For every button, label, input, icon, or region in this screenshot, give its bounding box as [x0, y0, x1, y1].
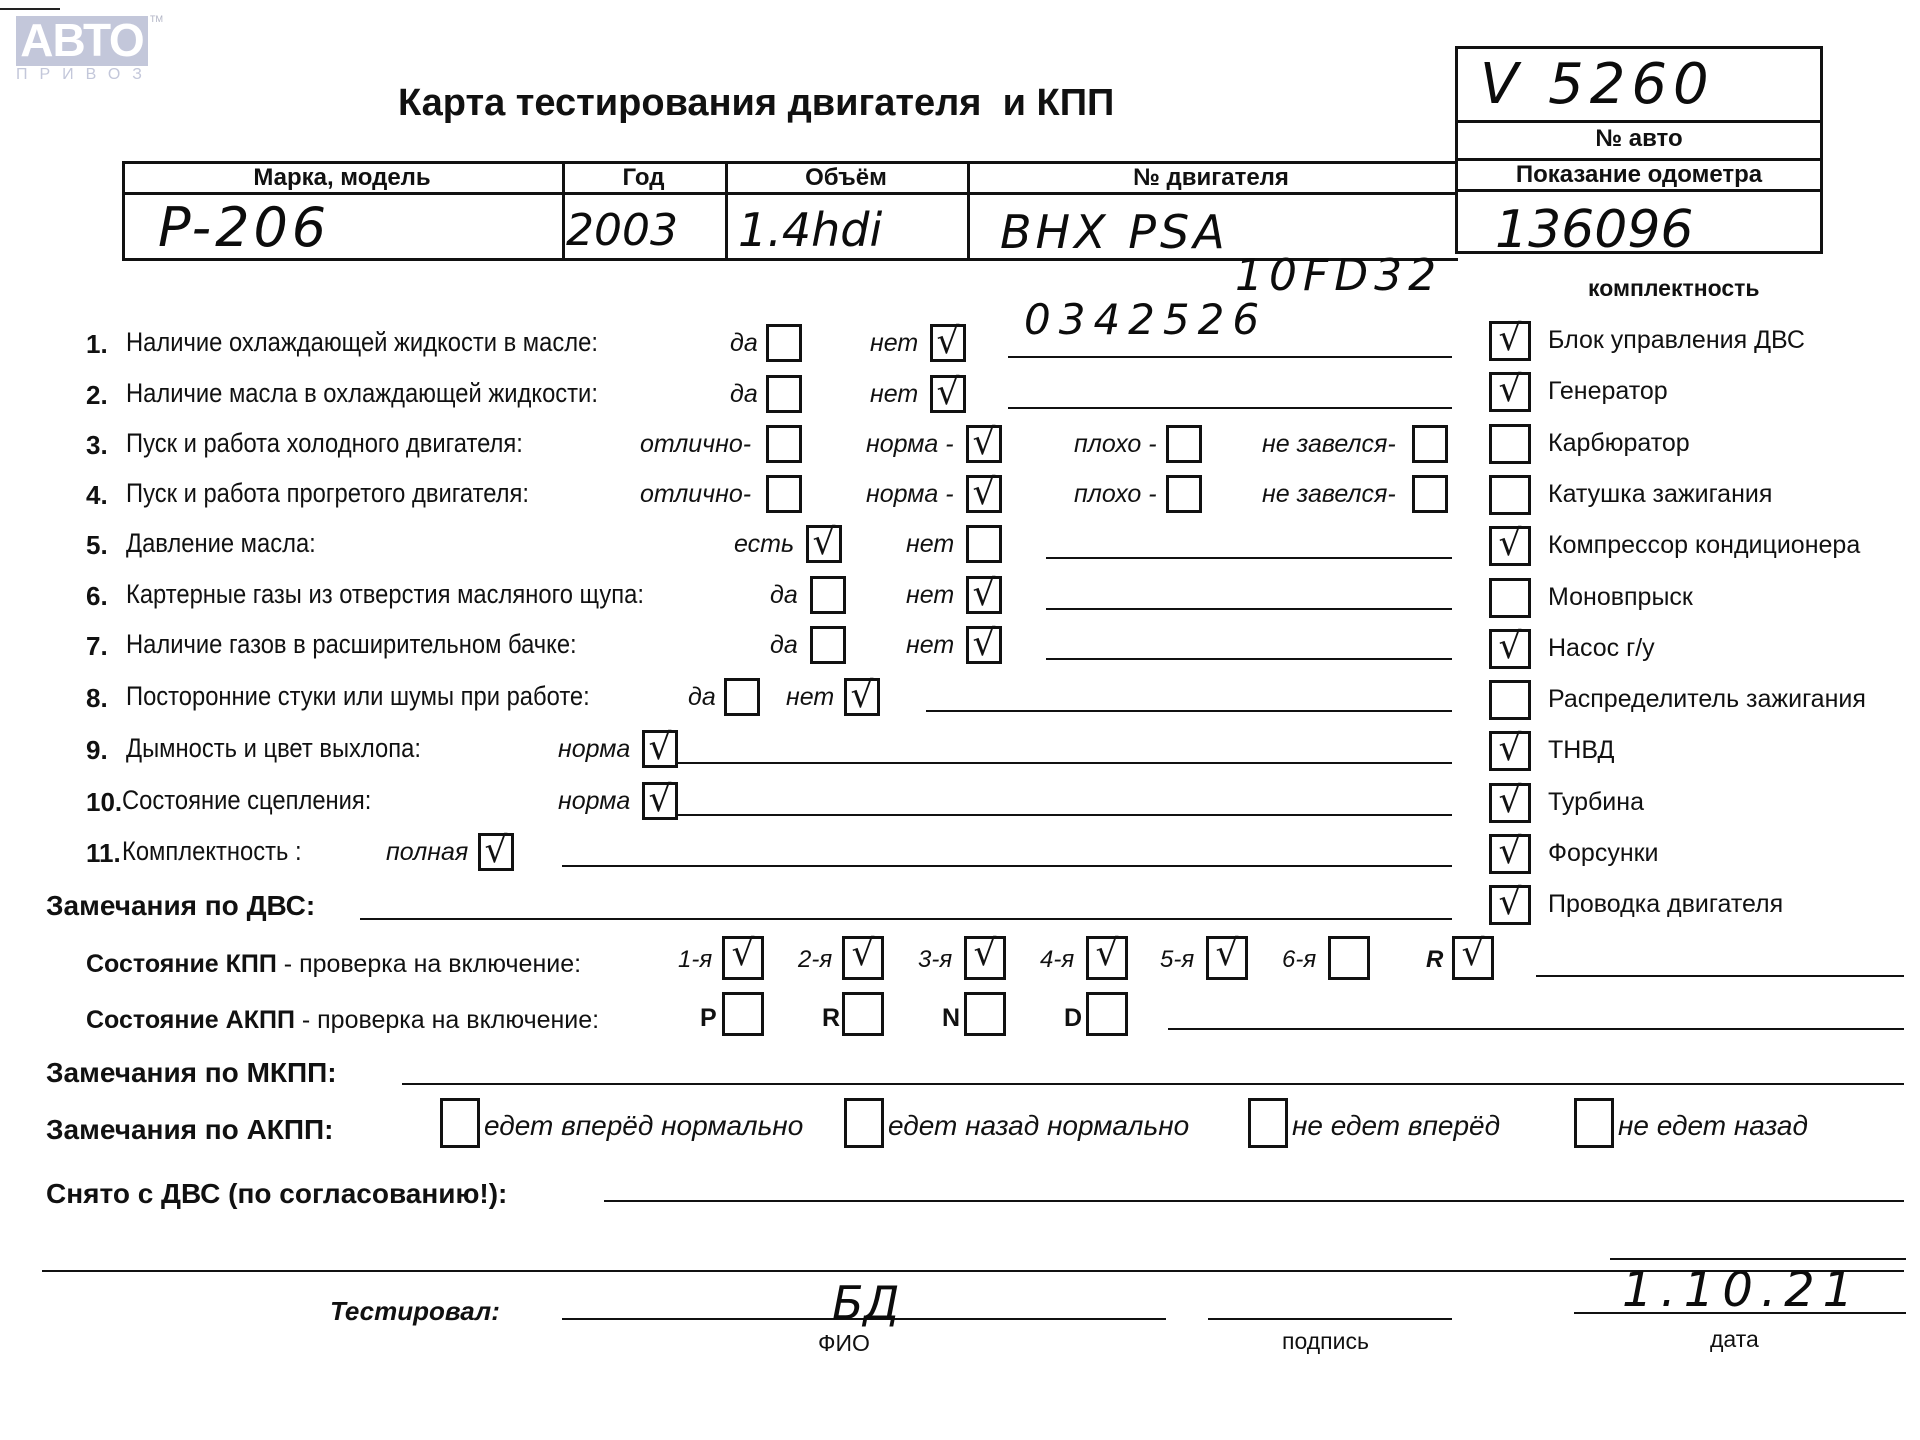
- check-mark-icon: √: [1498, 625, 1522, 667]
- kit-checkbox[interactable]: [1489, 523, 1531, 566]
- option-checkbox[interactable]: [1412, 475, 1448, 513]
- auto-remark-label: едет назад нормально: [888, 1110, 1190, 1141]
- logo-trademark: TM: [150, 14, 163, 24]
- page-title: Карта тестирования двигателя и КПП: [398, 82, 1115, 124]
- auto-remark-checkbox[interactable]: [844, 1098, 884, 1148]
- kit-checkbox[interactable]: [1489, 318, 1531, 361]
- question-text: Пуск и работа холодного двигателя:: [126, 428, 523, 458]
- option-label: полная: [386, 838, 469, 866]
- check-mark-icon: √: [1498, 369, 1522, 411]
- engine-number-extra-1[interactable]: 10FD32: [1235, 250, 1443, 301]
- check-mark-icon: √: [851, 933, 875, 974]
- check-mark-icon: √: [850, 675, 874, 716]
- manual-gearbox-label-bold: Состояние КПП: [86, 950, 277, 978]
- check-mark-icon: √: [972, 623, 996, 664]
- check-mark-icon: √: [972, 472, 996, 513]
- notes-field[interactable]: [1046, 608, 1452, 610]
- option-label: отлично-: [640, 480, 752, 508]
- gear-label: 4-я: [1040, 946, 1075, 973]
- option-label: да: [730, 380, 758, 408]
- kit-item-label: Распределитель зажигания: [1548, 685, 1866, 714]
- question-number: 9.: [86, 735, 108, 765]
- auto-gearbox-notes-field[interactable]: [1168, 1028, 1904, 1030]
- question-number: 1.: [86, 329, 108, 359]
- option-label: нет: [906, 530, 955, 558]
- auto-position-label: P: [700, 1004, 717, 1032]
- notes-field[interactable]: [678, 762, 1452, 764]
- manual-gearbox-label: [86, 950, 581, 979]
- manual-gearbox-notes-field[interactable]: [1536, 975, 1904, 977]
- option-checkbox[interactable]: [966, 573, 1002, 614]
- auto-gearbox-label-bold: Состояние АКПП: [86, 1006, 295, 1034]
- option-checkbox[interactable]: [806, 522, 842, 563]
- remarks-engine-field[interactable]: [360, 918, 1452, 920]
- question-number: 8.: [86, 683, 108, 713]
- removed-label: Снято с ДВС (по согласованию!):: [46, 1178, 508, 1209]
- header-label-year: Год: [622, 164, 665, 191]
- option-checkbox[interactable]: [966, 525, 1002, 563]
- option-label: не завелся-: [1262, 480, 1396, 508]
- question-text: Давление масла:: [126, 528, 316, 558]
- question-text: Посторонние стуки или шумы при работе:: [126, 681, 590, 711]
- option-checkbox[interactable]: [966, 422, 1002, 463]
- year-value[interactable]: 2003: [566, 205, 678, 256]
- question-number: 6.: [86, 581, 108, 611]
- option-label: нет: [786, 683, 835, 711]
- kit-item-label: ТНВД: [1548, 736, 1615, 765]
- auto-gearbox-label-rest: - проверка на включение:: [294, 1006, 600, 1034]
- option-label: норма -: [866, 480, 954, 508]
- check-mark-icon: √: [1498, 779, 1522, 821]
- kit-title: комплектность: [1588, 275, 1760, 301]
- gear-checkbox[interactable]: [1328, 936, 1370, 980]
- question-text: Картерные газы из отверстия масляного щупа:: [126, 579, 644, 609]
- option-label: да: [688, 683, 716, 711]
- kit-item-label: Карбюратор: [1548, 428, 1690, 457]
- gear-checkbox[interactable]: [1206, 933, 1248, 980]
- option-label: нет: [906, 631, 955, 659]
- kit-item-label: Генератор: [1548, 377, 1668, 406]
- notes-field[interactable]: [1008, 407, 1452, 409]
- option-label: есть: [734, 530, 795, 558]
- check-mark-icon: √: [936, 321, 960, 362]
- gear-label: 3-я: [918, 946, 953, 973]
- kit-checkbox[interactable]: [1489, 728, 1531, 771]
- kit-checkbox[interactable]: [1489, 625, 1531, 669]
- option-label: плохо -: [1074, 430, 1157, 458]
- check-mark-icon: √: [731, 933, 755, 974]
- kit-checkbox[interactable]: [1489, 475, 1531, 515]
- question-number: 3.: [86, 430, 108, 460]
- auto-gearbox-label: [86, 1006, 599, 1035]
- removed-field[interactable]: [604, 1200, 1904, 1202]
- option-checkbox[interactable]: [724, 678, 760, 716]
- question-number: 11.: [86, 838, 121, 868]
- vehicle-number-label: № авто: [1595, 125, 1683, 152]
- name-value[interactable]: БД: [832, 1276, 900, 1330]
- auto-remark-label: не едет вперёд: [1292, 1110, 1501, 1141]
- gear-label: 6-я: [1282, 946, 1317, 973]
- check-mark-icon: √: [648, 779, 672, 820]
- option-checkbox[interactable]: [810, 626, 846, 664]
- remarks-auto-label: Замечания по АКПП:: [46, 1114, 334, 1145]
- question-text: Состояние сцепления:: [122, 785, 372, 815]
- check-mark-icon: √: [1095, 933, 1119, 974]
- option-label: плохо -: [1074, 480, 1157, 508]
- option-checkbox[interactable]: [642, 779, 678, 820]
- kit-item-label: Компрессор кондиционера: [1548, 531, 1861, 560]
- option-checkbox[interactable]: [1166, 425, 1202, 463]
- manual-gearbox-label-rest: - проверка на включение:: [276, 950, 582, 978]
- check-mark-icon: √: [973, 933, 997, 974]
- notes-field[interactable]: [562, 865, 1452, 867]
- kit-checkbox[interactable]: [1489, 578, 1531, 618]
- kit-item-label: Турбина: [1548, 787, 1644, 816]
- question-text: Наличие газов в расширительном бачке:: [126, 629, 577, 659]
- volume-value[interactable]: 1.4hdi: [738, 203, 883, 257]
- auto-position-checkbox[interactable]: [964, 992, 1006, 1036]
- engine-number-extra-2[interactable]: 0342526: [1024, 295, 1268, 344]
- notes-field[interactable]: [1008, 356, 1452, 358]
- auto-remark-label: едет вперёд нормально: [484, 1110, 804, 1141]
- question-number: 10.: [86, 787, 123, 817]
- option-label: не завелся-: [1262, 430, 1396, 458]
- option-checkbox[interactable]: [1166, 475, 1202, 513]
- option-checkbox[interactable]: [766, 425, 802, 463]
- kit-item-label: Блок управления ДВС: [1548, 326, 1805, 354]
- remarks-engine-label: Замечания по ДВС:: [46, 890, 316, 921]
- option-label: отлично-: [640, 430, 752, 458]
- question-text: Дымность и цвет выхлопа:: [126, 733, 421, 763]
- notes-field[interactable]: [678, 814, 1452, 816]
- date-caption: дата: [1710, 1326, 1759, 1352]
- check-mark-icon: √: [936, 372, 960, 413]
- kit-checkbox[interactable]: [1489, 882, 1531, 925]
- gear-label: 1-я: [678, 946, 713, 973]
- option-checkbox[interactable]: [642, 727, 678, 768]
- check-mark-icon: √: [972, 573, 996, 614]
- logo: АВТО: [20, 14, 144, 66]
- auto-position-label: R: [822, 1004, 841, 1032]
- option-checkbox[interactable]: [930, 321, 966, 362]
- option-checkbox[interactable]: [478, 830, 514, 871]
- option-label: да: [770, 631, 798, 659]
- gear-checkbox[interactable]: [964, 933, 1006, 980]
- header-label-model: Марка, модель: [253, 164, 431, 191]
- option-checkbox[interactable]: [966, 623, 1002, 664]
- auto-position-label: D: [1064, 1004, 1083, 1032]
- model-value[interactable]: P-206: [158, 196, 331, 259]
- check-mark-icon: √: [1498, 523, 1522, 565]
- check-mark-icon: √: [812, 522, 836, 563]
- gear-label: 2-я: [798, 946, 833, 973]
- check-mark-icon: √: [648, 727, 672, 768]
- option-checkbox[interactable]: [766, 475, 802, 513]
- gear-checkbox[interactable]: [842, 933, 884, 980]
- question-number: 2.: [86, 380, 108, 410]
- check-mark-icon: √: [1498, 318, 1522, 359]
- kit-item-label: Катушка зажигания: [1548, 479, 1773, 508]
- auto-remark-label: не едет назад: [1618, 1110, 1808, 1141]
- notes-field[interactable]: [1046, 658, 1452, 660]
- gear-label: 5-я: [1160, 946, 1195, 973]
- gear-checkbox[interactable]: [1086, 933, 1128, 980]
- question-text: Наличие охлаждающей жидкости в масле:: [126, 327, 598, 357]
- auto-position-label: N: [942, 1004, 961, 1032]
- auto-remark-checkbox[interactable]: [1574, 1098, 1614, 1148]
- gear-label: R: [1426, 946, 1444, 973]
- check-mark-icon: √: [1215, 933, 1239, 974]
- gear-checkbox[interactable]: [1452, 933, 1494, 980]
- kit-item-label: Форсунки: [1548, 839, 1659, 867]
- check-mark-icon: √: [484, 830, 508, 871]
- option-label: норма -: [866, 430, 954, 458]
- kit-checkbox[interactable]: [1489, 424, 1531, 464]
- auto-remark-checkbox[interactable]: [440, 1098, 480, 1148]
- check-mark-icon: √: [1498, 728, 1522, 770]
- logo-subtitle: ПРИВОЗ: [16, 66, 154, 83]
- question-number: 5.: [86, 530, 108, 560]
- header-label-odometer: Показание одометра: [1515, 161, 1763, 188]
- question-text: Комплектность :: [122, 836, 302, 866]
- option-label: да: [730, 329, 758, 357]
- name-caption: ФИО: [818, 1330, 870, 1356]
- notes-field[interactable]: [926, 710, 1452, 712]
- option-checkbox[interactable]: [966, 472, 1002, 513]
- remarks-manual-label: Замечания по МКПП:: [46, 1057, 337, 1088]
- option-label: нет: [870, 380, 919, 408]
- notes-field[interactable]: [1046, 557, 1452, 559]
- question-text: Пуск и работа прогретого двигателя:: [126, 478, 529, 508]
- option-checkbox[interactable]: [766, 324, 802, 362]
- option-checkbox[interactable]: [844, 675, 880, 716]
- engine-number-value[interactable]: BHX PSA: [1000, 205, 1229, 259]
- check-mark-icon: √: [1498, 831, 1522, 872]
- check-mark-icon: √: [972, 422, 996, 463]
- kit-item-label: Проводка двигателя: [1548, 890, 1784, 919]
- auto-position-checkbox[interactable]: [842, 992, 884, 1036]
- signature-caption: подпись: [1282, 1328, 1369, 1354]
- auto-remark-checkbox[interactable]: [1248, 1098, 1288, 1148]
- kit-checkbox[interactable]: [1489, 831, 1531, 874]
- check-mark-icon: √: [1498, 882, 1522, 924]
- kit-item-label: Моновпрыск: [1548, 582, 1693, 611]
- gear-checkbox[interactable]: [722, 933, 764, 980]
- question-number: 7.: [86, 631, 108, 661]
- check-mark-icon: √: [1461, 933, 1485, 974]
- option-label: норма: [558, 787, 631, 815]
- divider: [1455, 120, 1823, 123]
- signature-field[interactable]: [1208, 1318, 1452, 1320]
- option-checkbox[interactable]: [1412, 425, 1448, 463]
- date-value[interactable]: 1.10.21: [1622, 1262, 1862, 1318]
- option-label: нет: [870, 329, 919, 357]
- question-number: 4.: [86, 480, 108, 510]
- auto-position-checkbox[interactable]: [722, 992, 764, 1036]
- option-checkbox[interactable]: [766, 375, 802, 413]
- remarks-manual-field[interactable]: [402, 1083, 1904, 1085]
- vehicle-number-value[interactable]: V 5260: [1480, 52, 1715, 117]
- option-label: норма: [558, 735, 631, 763]
- kit-checkbox[interactable]: [1489, 680, 1531, 720]
- kit-checkbox[interactable]: [1489, 369, 1531, 412]
- header-label-volume: Объём: [805, 164, 887, 191]
- date-field-top: [1610, 1258, 1906, 1260]
- auto-position-checkbox[interactable]: [1086, 992, 1128, 1036]
- option-checkbox[interactable]: [810, 576, 846, 614]
- option-label: нет: [906, 581, 955, 609]
- question-text: Наличие масла в охлаждающей жидкости:: [126, 378, 598, 408]
- option-checkbox[interactable]: [930, 372, 966, 413]
- option-label: да: [770, 581, 798, 609]
- header-label-engine-number: № двигателя: [1133, 164, 1289, 191]
- tested-by-label: Тестировал:: [330, 1296, 500, 1326]
- odometer-value[interactable]: 136096: [1495, 200, 1694, 260]
- kit-item-label: Насос г/у: [1548, 633, 1655, 662]
- scan-artifact: [0, 8, 60, 10]
- kit-checkbox[interactable]: [1489, 779, 1531, 823]
